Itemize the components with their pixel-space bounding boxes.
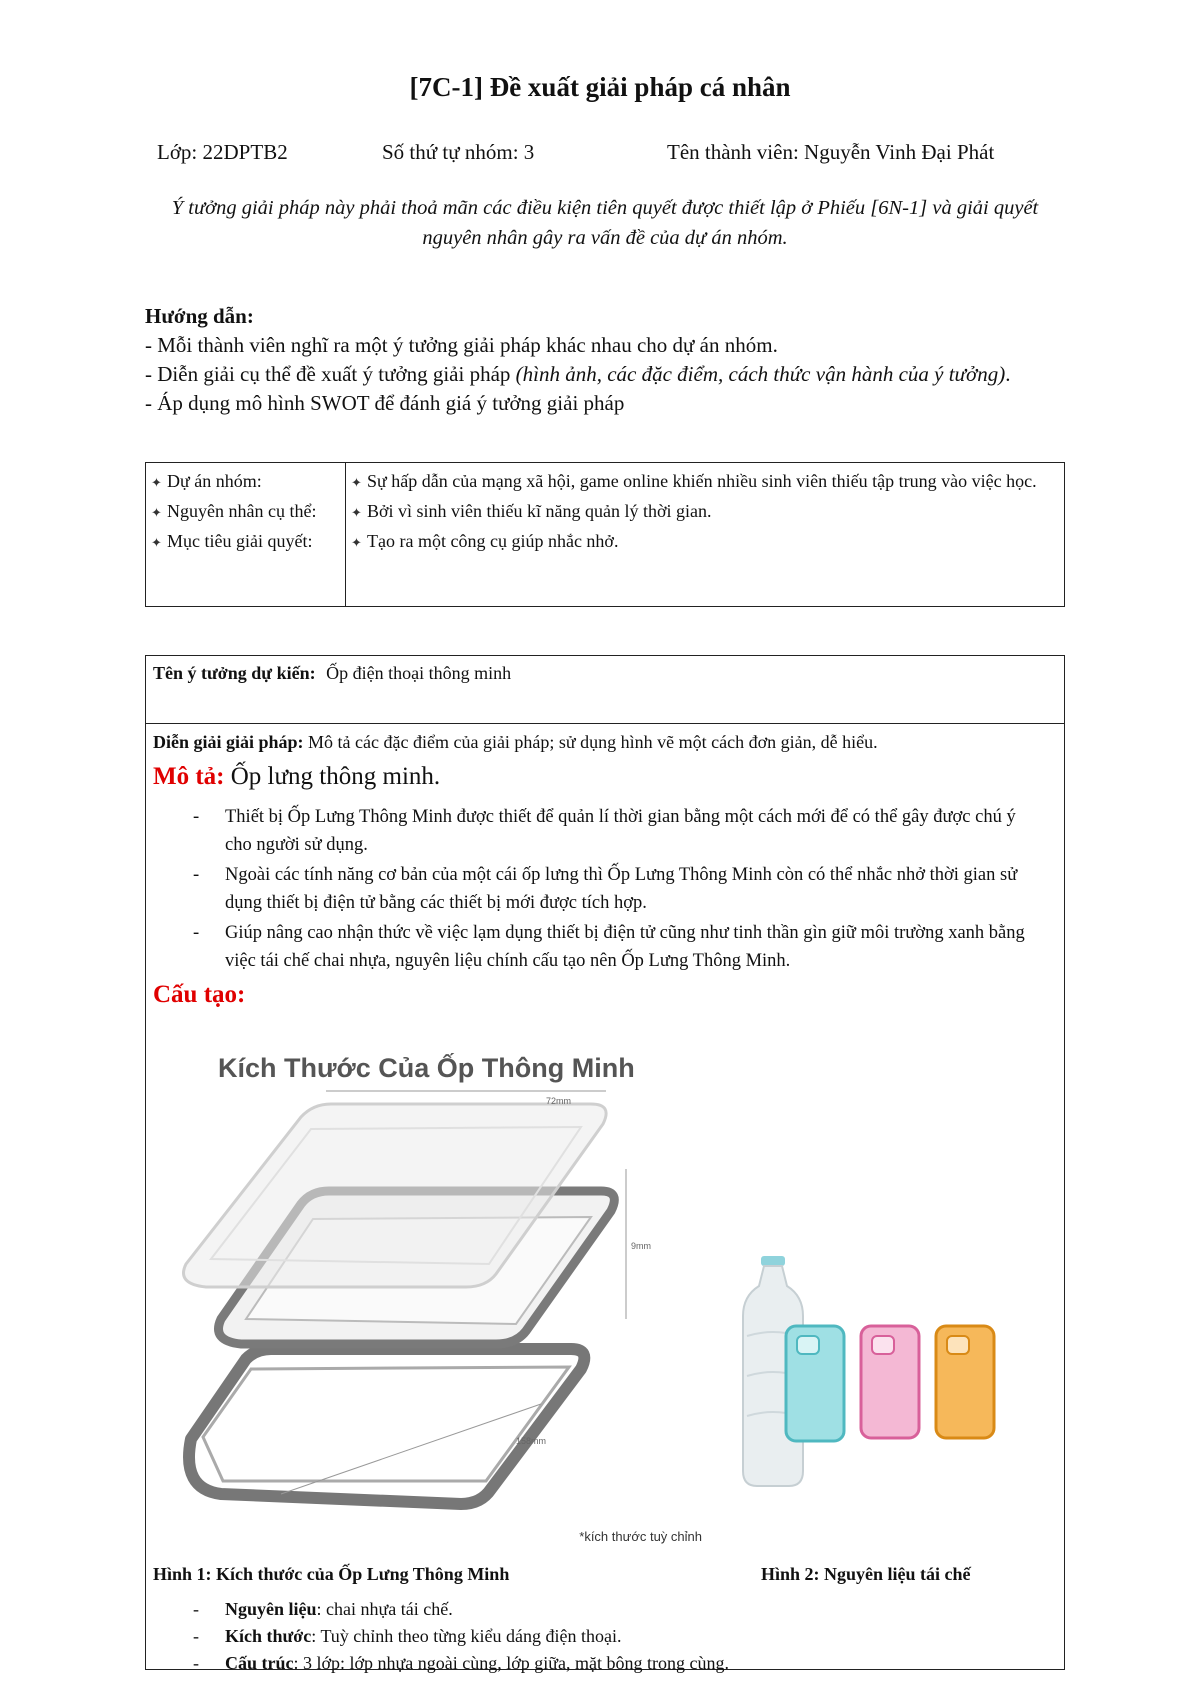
spec-value: : 3 lớp: lớp nhựa ngoài cùng, lớp giữa, mặt bông trong cùng. [293,1653,730,1673]
figure-case-dimensions [151,1019,726,1554]
goal-value-text: Bởi vì sinh viên thiếu kĩ năng quản lý thời gian. [367,501,712,521]
spec-label: Nguyên liệu [225,1599,317,1619]
guide-line-2-italic: (hình ảnh, các đặc điểm, cách thức vận hành của ý tưởng) [515,362,1006,386]
guide-line-3: - Áp dụng mô hình SWOT để đánh giá ý tưởng giải pháp [145,391,625,415]
teal-case-camera [797,1336,819,1354]
goal-value-text: Sự hấp dẫn của mạng xã hội, game online khiến nhiều sinh viên thiếu tập trung vào việc học. [367,471,1037,491]
idea-name-row [146,656,1064,724]
star-bullet-icon: ✦ [351,536,362,551]
guide-line-2 [145,360,1075,389]
spec-label: Cấu trúc [225,1653,294,1673]
guide-line-2-start: - Diễn giải cụ thể đề xuất ý tưởng giải pháp [145,362,516,386]
intro-text: Ý tưởng giải pháp này phải thoả mãn các điều kiện tiên quyết được thiết lập ở Phiếu [6N-1] và giải quyết nguyên nhân gây ra vấn đề của dự án nhóm. [171,197,1039,249]
goal-label-text: Dự án nhóm: [167,471,262,491]
guide-section [145,302,1075,418]
spec-label: Kích thước [225,1626,312,1646]
figure-recycled-materials [731,1256,1056,1501]
idea-box [145,655,1065,1673]
depth-label: 9mm [631,1241,651,1251]
figure-title: Kích Thước Của Ốp Thông Minh [218,1053,635,1083]
cautao-label: Cấu tạo: [153,981,246,1008]
explain-value: Mô tả các đặc điểm của giải pháp; sử dụng hình vẽ một cách đơn giản, dễ hiểu. [308,732,878,752]
pink-case-camera [872,1336,894,1354]
spec-value: : chai nhựa tái chế. [316,1599,453,1619]
group-label: Số thứ tự nhóm: 3 [382,140,535,164]
description-list [193,803,1028,975]
list-item: - Ngoài các tính năng cơ bản của một cái ốp lưng thì Ốp Lưng Thông Minh còn có thể nhắc nhở thời gian sử dụng thiết bị điện tử bằng các thiết bị mới được tích hợp. [193,861,1028,917]
star-bullet-icon: ✦ [151,536,162,551]
guide-line-1: - Mỗi thành viên nghĩ ra một ý tưởng giải pháp khác nhau cho dự án nhóm. [145,333,778,357]
list-item: - Giúp nâng cao nhận thức về việc lạm dụng thiết bị điện tử cũng như tinh thần gìn giữ môi trường xanh bằng việc tái chế chai nhựa, nguyên liệu chính cấu tạo nên Ốp Lưng Thông Minh. [193,919,1028,975]
goal-value-text: Tạo ra một công cụ giúp nhắc nhở. [367,531,619,551]
goal-label-text: Nguyên nhân cụ thể: [167,501,317,521]
mota-label: Mô tả: [153,763,225,790]
idea-name-label: Tên ý tưởng dự kiến: [153,663,316,683]
goals-table [145,462,1065,607]
spec-item-material [193,1596,993,1623]
goal-value-cause [351,499,1059,526]
guide-heading: Hướng dẫn: [145,304,254,328]
idea-body [146,724,1064,985]
mota-line [153,763,1057,791]
goal-label-cause [151,499,340,526]
goals-values-cell [346,463,1065,607]
spec-list [193,1596,993,1677]
page-title: [7C-1] Đề xuất giải pháp cá nhân [409,72,791,102]
mota-value: Ốp lưng thông minh. [230,763,441,790]
bottle-cap-icon [761,1256,785,1266]
width-label: 72mm [546,1096,572,1106]
spec-item-size [193,1623,993,1650]
star-bullet-icon: ✦ [151,476,162,491]
member-label: Tên thành viên: Nguyễn Vinh Đại Phát [667,140,995,164]
goal-value-target [351,529,1059,556]
star-bullet-icon: ✦ [351,506,362,521]
spec-item-structure [193,1650,993,1677]
idea-name-value: Ốp điện thoại thông minh [326,663,512,683]
goal-label-text: Mục tiêu giải quyết: [167,531,313,551]
explain-line [153,732,1057,753]
goals-labels-cell [146,463,346,607]
length-label: 158mm [516,1436,547,1446]
guide-line-2-end: . [1005,362,1011,386]
orange-case-camera [947,1336,969,1354]
spec-value: : Tuỳ chỉnh theo từng kiểu dáng điện thoại. [311,1626,622,1646]
figure-2-caption: Hình 2: Nguyên liệu tái chế [761,1564,971,1584]
class-label: Lớp: 22DPTB2 [157,140,288,164]
exploded-case-illustration [151,1019,726,1554]
star-bullet-icon: ✦ [151,506,162,521]
figure-1-caption: Hình 1: Kích thước của Ốp Lưng Thông Minh [153,1564,510,1584]
goal-label-target [151,529,340,556]
star-bullet-icon: ✦ [351,476,362,491]
figure-note: *kích thước tuỳ chỉnh [579,1529,702,1544]
list-item: - Thiết bị Ốp Lưng Thông Minh được thiết để quản lí thời gian bằng một cách mới để có thể gây được chú ý cho người sử dụng. [193,803,1028,859]
explain-label: Diễn giải giải pháp: [153,732,304,752]
goal-value-project [351,469,1059,496]
goal-label-project [151,469,340,496]
